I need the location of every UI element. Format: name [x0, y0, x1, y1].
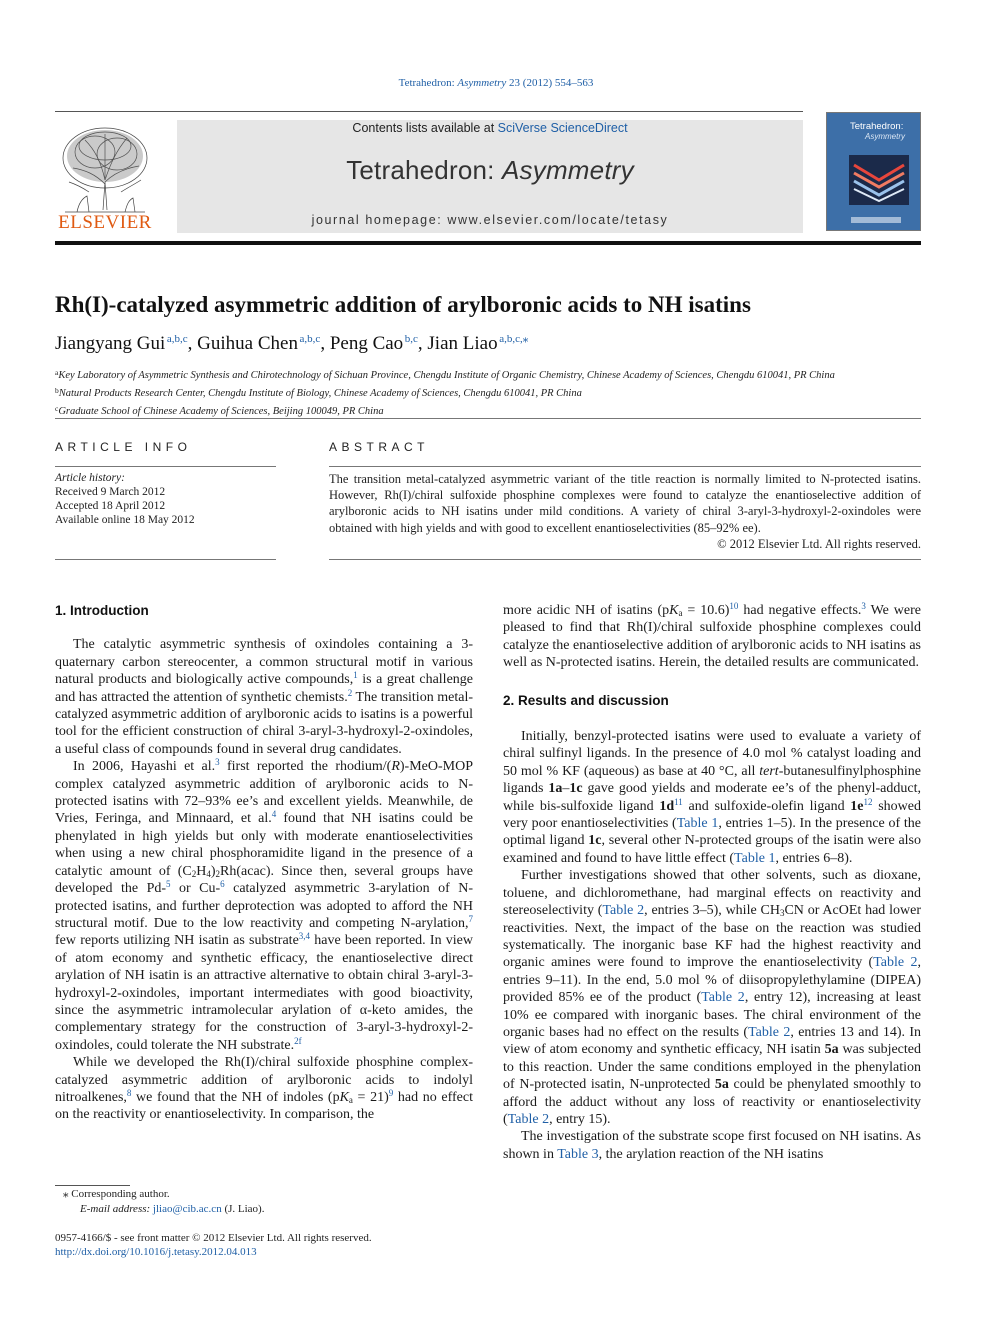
- doi-link[interactable]: http://dx.doi.org/10.1016/j.tetasy.2012.04.013: [55, 1246, 257, 1258]
- abstract-rule-bottom: [329, 559, 921, 560]
- section-heading-introduction: 1. Introduction: [55, 603, 149, 618]
- history-online: Available online 18 May 2012: [55, 514, 195, 526]
- abstract-body: [329, 471, 921, 552]
- journal-citation[interactable]: [0, 77, 992, 89]
- results-paragraph-3: The investigation of the substrate scope first focused on NH isatins. As shown in Table 3, the arylation reaction of the NH isatins: [503, 1129, 921, 1162]
- article-title: Rh(I)-catalyzed asymmetric addition of arylboronic acids to NH isatins: [55, 292, 751, 317]
- author-name[interactable]: Guihua Chen: [197, 333, 298, 354]
- results-paragraph-2: Further investigations showed that other solvents, such as dioxane, toluene, and dichloromethane, had marginal effects on reactivity and stereoselectivity (Table 2, entries 3–5), while $CH_3CN$ or AcOEt had lower reactivities. Next, the impact of the base on the reaction was studied systematically. The inorganic base KF had the highest reactivity and organic amines were found to improve the enantioselectivity (Table 2, entries 9–11). In the end, 5.0 mol % of diisopropylethylamine (DIPEA) provided 85% ee of the product (Table 2, entry 12), increasing at least 10% ee compared with inorganic bases. The chiral environment of the organic bases had no effect on the results (Table 2, entries 13 and 14). In view of atom economy and synthetic efficacy, NH isatin 5a was subjected to this reaction. Under the same conditions employed in the phenylation of N-protected isatin, N-unprotected 5a could be phenylated smoothly to afford the adduct without any loss of reactivity or enantioselectivity (Table 2, entry 15).: [503, 868, 922, 1127]
- author-separator: ,: [320, 333, 330, 354]
- author-name[interactable]: Jiangyang Gui: [55, 333, 166, 354]
- header-bottom-rule: [55, 241, 921, 245]
- homepage-prefix: journal homepage:: [311, 213, 448, 227]
- results-paragraph-1: Initially, benzyl-protected isatins were used to evaluate a variety of chiral sulfinyl ligands. In the presence of 4.0 mol % catalyst loading and 50 mol % KF (aqueous) as base at 40 °C, all tert-butanesulfinylphosphine ligands 1a–1c gave good yields and moderate ee’s of the phenyl-adduct, while bis-sulfoxide ligand $1d^{11}$ and sulfoxide-olefin ligand $1e^{12}$ showed very poor enantioselectivities (Table 1, entries 1–5). In the presence of the optimal ligand 1c, several other N-protected groups of the isatin were also examined and found to have little effect (Table 1, entries 6–8).: [503, 729, 922, 866]
- page-footer: [55, 1231, 555, 1259]
- affiliation-item: [55, 365, 925, 383]
- abstract-copyright: © 2012 Elsevier Ltd. All rights reserved.: [717, 536, 921, 551]
- body-column-left: [55, 602, 473, 1124]
- elsevier-wordmark: ELSEVIER: [58, 212, 152, 233]
- homepage-url[interactable]: www.elsevier.com/locate/tetasy: [447, 213, 669, 227]
- intro-paragraph-3: While we developed the Rh(I)/chiral sulfoxide phosphine complex-catalyzed asymmetric addition of arylboronic acids to indolyl nitroalkenes,$^8$ we found that the NH of indoles $(pK_a = 21)^9$ had no effect on the reactivity or enantioselectivity. In comparison, the: [55, 1055, 473, 1123]
- footnotes: [55, 1187, 485, 1216]
- author-name[interactable]: Peng Cao: [329, 333, 404, 354]
- affiliation-item: [55, 383, 925, 401]
- affiliation-mark: a: [55, 368, 59, 377]
- email-note: [55, 1202, 485, 1217]
- journal-cover-image: [826, 112, 921, 231]
- email-label: E-mail address:: [80, 1202, 153, 1215]
- cover-title: Tetrahedron:: [850, 121, 904, 132]
- citation-prefix: Tetrahedron:: [398, 77, 458, 89]
- issn-line: 0957-4166/$ - see front matter © 2012 Elsevier Ltd. All rights reserved.: [55, 1232, 372, 1244]
- footnote-rule: [55, 1185, 130, 1186]
- article-info-heading: ARTICLE INFO: [55, 440, 192, 454]
- abstract-text: The transition metal-catalyzed asymmetric variant of the title reaction is normally limited to N-protected isatins. However, Rh(I)/chiral sulfoxide phosphine complexes were found to catalyze the enantioselective addition of arylboronic acids to NH isatins under mild conditions. A variety of chiral 3-aryl-3-hydroxyl-2-oxindoles were obtained with high yields and with good to excellent enantioselectivities (85–92% ee).: [329, 472, 921, 535]
- history-accepted: Accepted 18 April 2012: [55, 500, 166, 512]
- affiliation-text: Graduate School of Chinese Academy of Sciences, Beijing 100049, PR China: [58, 406, 384, 417]
- affiliation-item: [55, 401, 925, 419]
- cover-subtitle: Asymmetry: [865, 132, 905, 141]
- article-info-rule-bottom: [55, 559, 276, 560]
- section-heading-results: 2. Results and discussion: [503, 692, 669, 708]
- author-separator: ,: [187, 333, 198, 354]
- affiliation-mark: b: [55, 386, 59, 395]
- citation-journal: Asymmetry: [457, 77, 507, 89]
- history-received: Received 9 March 2012: [55, 486, 166, 498]
- intro-paragraph-2: In 2006, Hayashi et al.$^3$ first reported the rhodium/(R)-MeO-MOP complex catalyzed asymmetric addition of arylboronic acids to N-protected isatins with 72–93% ee’s and excellent yields. Meanwhile, de Vries, Feringa, and Minnaard, et al.$^4$ found that NH isatins could be phenylated in high yields but only with moderate enantioselectivities when using a new chiral phosphoramidite ligand in the presence of a catalytic amount of $(C_2H_4)_2Rh(acac)$. Since then, several groups have developed the Pd-$^5$ or Cu-$^6$ catalyzed asymmetric 3-arylation of N-protected isatins, and further deprotection was adopted to afford the NH structural motif. Due to the low reactivity and competing N-arylation,$^7$ few reports utilizing NH isatin as substrate$^{3,4}$ have been reported. In view of atom economy and synthetic efficacy, the enantioselective direct arylation of NH isatin is an attractive alternative to obtain chiral 3-aryl-3-hydroxyl-2-oxindoles, important intermediates with good bioactivity, since the asymmetric intramolecular arylation of α-keto amides, the complementary strategy for the construction of 3-aryl-3-hydroxyl-2-oxindoles, could tolerate the NH substrate.$^{2f}$: [55, 757, 473, 1053]
- affiliation-text: Natural Products Research Center, Chengdu Institute of Biology, Chinese Academy of Sciences, Chengdu 610041, PR China: [58, 388, 582, 399]
- journal-title: [177, 155, 803, 186]
- affiliations: [55, 365, 925, 419]
- header-top-rule: [55, 111, 803, 112]
- corresponding-author-note: ⁎ Corresponding author.: [63, 1188, 170, 1200]
- cover-footer-bar: [851, 217, 901, 223]
- citation-suffix: 23 (2012) 554–563: [506, 77, 594, 89]
- article-history: [55, 471, 276, 527]
- body-column-right: [503, 602, 921, 1163]
- journal-title-italic: Asymmetry: [502, 155, 634, 185]
- intro-paragraph-1: The catalytic asymmetric synthesis of oxindoles containing a 3-quaternary carbon stereocenter, a common structural motif in various natural products and biologically active compounds,$^1$ is a great challenge and has attracted the attention of synthetic chemists.$^2$ The transition metal-catalyzed asymmetric addition of arylboronic acids to isatins is a powerful tool for the efficient construction of chiral 3-aryl-3-hydroxyl-2-oxindoles, a useful class of compounds found in several drug candidates.: [55, 637, 474, 757]
- author-affil-marks[interactable]: a,b,c,⁎: [499, 333, 529, 345]
- author-name[interactable]: Jian Liao: [427, 333, 498, 354]
- author-affil-marks: a,b,c: [166, 333, 188, 345]
- author-separator: ,: [417, 333, 428, 354]
- sciencedirect-link[interactable]: SciVerse ScienceDirect: [497, 121, 628, 135]
- author-affil-marks: a,b,c: [299, 333, 321, 345]
- journal-homepage: [177, 213, 803, 227]
- cover-artwork: [849, 155, 909, 205]
- author-affil-marks: b,c: [404, 333, 418, 345]
- journal-title-plain: Tetrahedron:: [346, 155, 502, 185]
- affiliation-rule: [55, 418, 921, 419]
- abstract-heading: ABSTRACT: [329, 440, 430, 454]
- author-list: [55, 332, 925, 355]
- email-link[interactable]: jliao@cib.ac.cn: [152, 1202, 222, 1215]
- intro-paragraph-4: more acidic NH of isatins $(pK_a = 10.6)^{10}$ had negative effects.$^3$ We were pleased to find that Rh(I)/chiral sulfoxide phosphine complexes could catalyze the enantioselective addition of arylboronic acids to NH isatins as well as N-protected isatins. Herein, the detailed results are communicated.: [503, 601, 921, 671]
- article-info-rule-top: [55, 466, 276, 467]
- affiliation-text: Key Laboratory of Asymmetric Synthesis and Chirotechnology of Sichuan Province, Chengdu Institute of Organic Chemistry, Chinese Academy of Sciences, Chengdu 610041, PR China: [58, 370, 835, 381]
- email-suffix: (J. Liao).: [221, 1202, 265, 1215]
- affiliation-mark: c: [55, 404, 59, 413]
- contents-line: [177, 121, 803, 135]
- abstract-rule-top: [329, 466, 921, 467]
- contents-prefix: Contents lists available at: [352, 121, 498, 135]
- history-label: Article history:: [55, 472, 125, 484]
